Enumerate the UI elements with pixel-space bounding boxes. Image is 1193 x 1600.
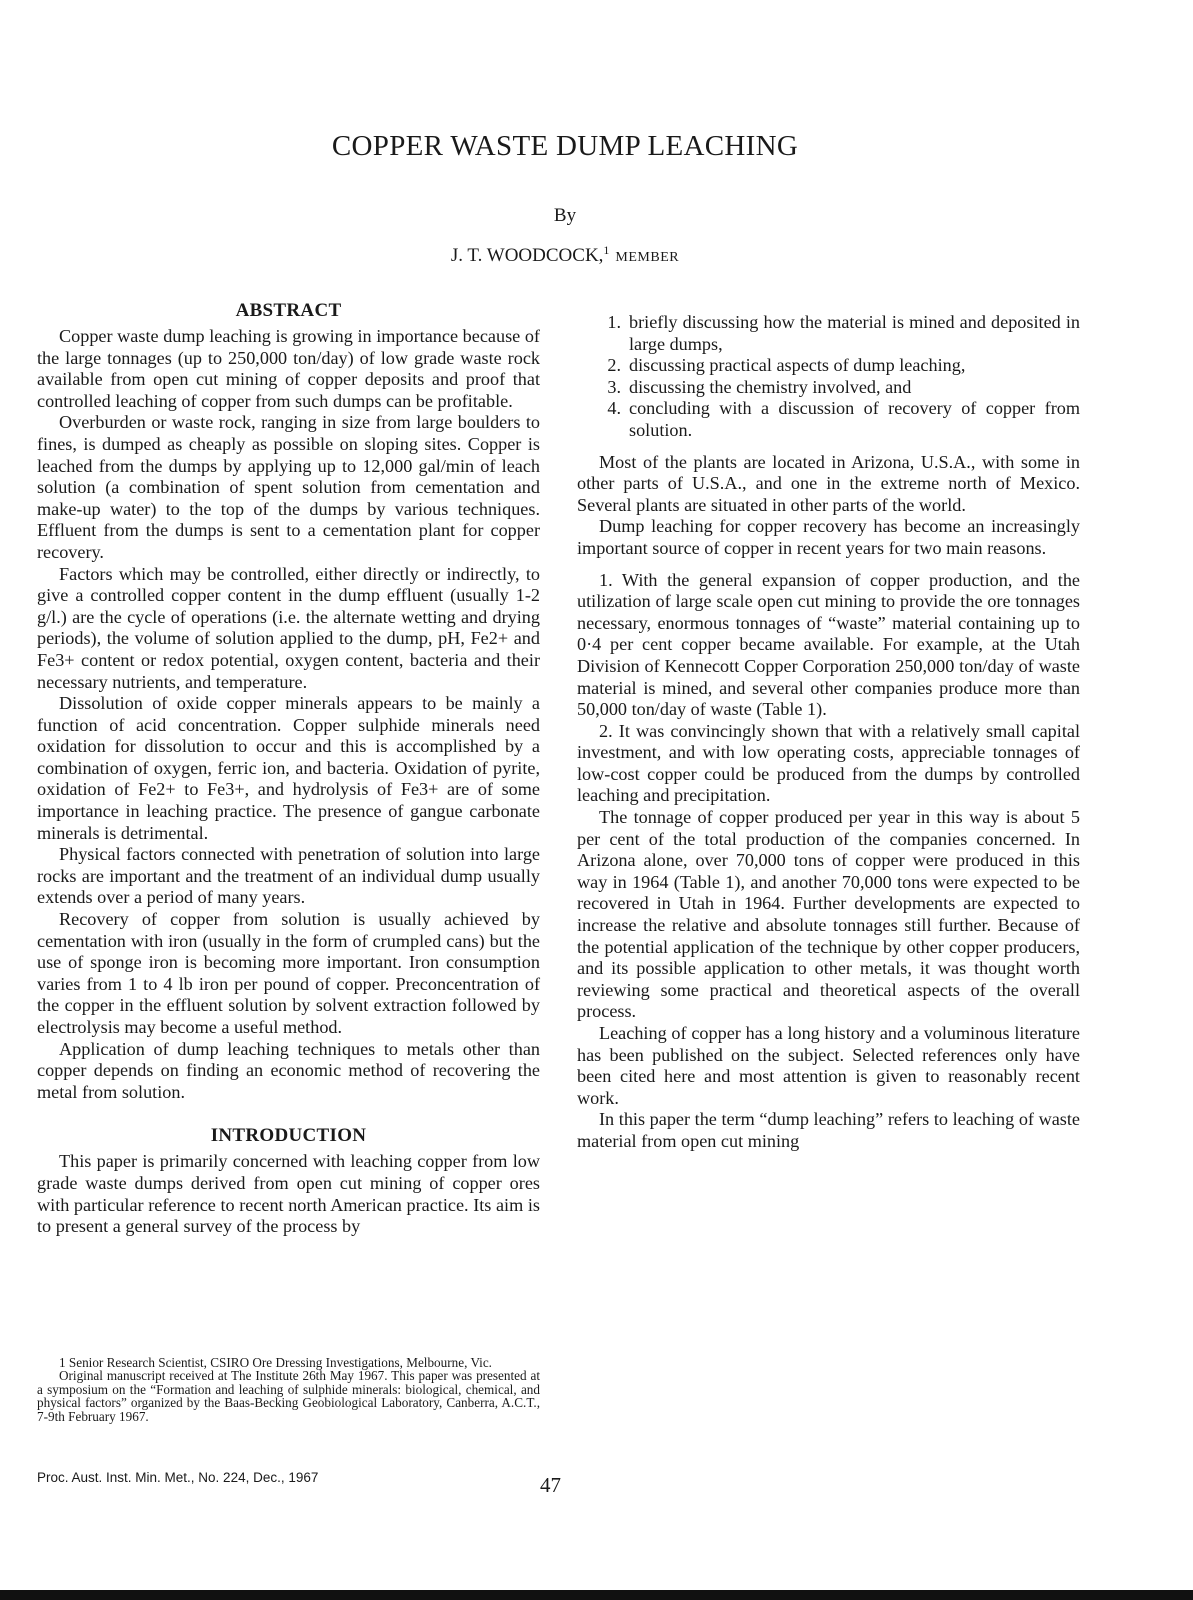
author-name: J. T. WOODCOCK, bbox=[450, 245, 604, 266]
list-item-text: discussing the chemistry involved, and bbox=[629, 376, 912, 397]
byline-by: By bbox=[553, 205, 577, 226]
abstract-heading: ABSTRACT bbox=[235, 300, 342, 321]
abstract-paragraph: Dissolution of oxide copper minerals appears to be mainly a function of acid concentration. Copper sulphide minerals need oxidation for dissolution to occur and this is accomplished by a combination of oxygen, ferric ion, and bacteria. Oxidation of pyrite, oxidation of Fe2+ to Fe3+, and hydrolysis of Fe3+ are of some importance in leaching practice. The presence of gangue carbonate minerals is detrimental. bbox=[37, 693, 540, 843]
introduction-paragraph: 1. With the general expansion of copper production, and the utilization of large scale open cut mining to provide the ore tonnages necessary, enormous tonnages of “waste” material containing up to 0·4 per cent copper became available. For example, at the Utah Division of Kennecott Copper Corporation 250,000 ton/day of waste material is mined, and several other companies produce more than 50,000 ton/day of waste (Table 1). bbox=[577, 569, 1080, 720]
list-item-number: 4. bbox=[607, 398, 621, 419]
introduction-paragraph: 2. It was convincingly shown that with a relatively small capital investment, and with low operating costs, appreciable tonnages of low-cost copper could be produced from the dumps by controlled leaching and precipitation. bbox=[577, 720, 1080, 806]
paper-title: COPPER WASTE DUMP LEACHING bbox=[331, 130, 799, 162]
list-item-text: concluding with a discussion of recovery of copper from solution. bbox=[629, 398, 1080, 440]
list-item-number: 3. bbox=[607, 376, 621, 397]
abstract-paragraph: Application of dump leaching techniques to metals other than copper depends on finding an economic method of recovering the metal from solution. bbox=[37, 1038, 540, 1102]
introduction-paragraph: Dump leaching for copper recovery has become an increasingly important source of copper in recent years for two main reasons. bbox=[577, 516, 1080, 558]
aims-list bbox=[577, 312, 1080, 442]
right-column bbox=[577, 306, 1080, 1153]
list-item bbox=[577, 377, 1080, 399]
list-item bbox=[577, 398, 1080, 441]
author-line bbox=[0, 243, 1130, 267]
left-column bbox=[37, 300, 540, 1238]
author-footnote-mark: 1 bbox=[603, 243, 610, 257]
introduction-lead-paragraph: This paper is primarily concerned with leaching copper from low grade waste dumps derived from open cut mining of copper ores with particular reference to recent north American practice. Its aim is to present a general survey of the process by bbox=[37, 1151, 540, 1237]
list-item-text: discussing practical aspects of dump leaching, bbox=[629, 355, 966, 376]
abstract-paragraph: Factors which may be controlled, either directly or indirectly, to give a controlled copper content in the dump effluent (usually 1-2 g/l.) are the cycle of operations (i.e. the alternate wetting and drying periods), the volume of solution applied to the dump, pH, Fe2+ and Fe3+ content or redox potential, oxygen content, bacteria and their necessary nutrients, and temperature. bbox=[37, 563, 540, 692]
footnote: 1 Senior Research Scientist, CSIRO Ore Dressing Investigations, Melbourne, Vic. bbox=[59, 1355, 492, 1370]
author-role: MEMBER bbox=[615, 250, 680, 265]
introduction-heading: INTRODUCTION bbox=[210, 1125, 367, 1147]
list-item-number: 1. bbox=[607, 312, 621, 332]
introduction-paragraph: Leaching of copper has a long history and a voluminous literature has been published on the subject. Selected references only have been cited here and most attention is given to reasonably recent work. bbox=[577, 1023, 1080, 1108]
list-item-number: 2. bbox=[607, 355, 621, 376]
journal-citation: Proc. Aust. Inst. Min. Met., No. 224, Dec., 1967 bbox=[37, 1470, 319, 1485]
page-number: 47 bbox=[540, 1473, 561, 1497]
abstract-paragraph: Copper waste dump leaching is growing in importance because of the large tonnages (up to 250,000 ton/day) of low grade waste rock available from open cut mining of copper deposits and proof that controlled leaching of copper from such dumps can be profitable. bbox=[37, 326, 540, 411]
list-item-text: briefly discussing how the material is mined and deposited in large dumps, bbox=[629, 312, 1080, 354]
scan-border bbox=[0, 1590, 1193, 1600]
introduction-paragraph: In this paper the term “dump leaching” refers to leaching of waste material from open cut mining bbox=[577, 1109, 1080, 1151]
introduction-paragraph: The tonnage of copper produced per year in this way is about 5 per cent of the total production of the companies concerned. In Arizona alone, over 70,000 tons of copper were produced in this way in 1964 (Table 1), and another 70,000 tons were expected to be recovered in Utah in 1964. Further developments are expected to increase the relative and absolute tonnages still further. Because of the potential application of the technique by other copper producers, and its possible application to other metals, it was thought worth reviewing some practical and theoretical aspects of the overall process. bbox=[577, 807, 1080, 1022]
list-item bbox=[577, 312, 1080, 355]
footnote: Original manuscript received at The Institute 26th May 1967. This paper was presented at a symposium on the “Formation and leaching of sulphide minerals: biological, chemical, and physical factors” organized by the Baas-Becking Geobiological Laboratory, Canberra, A.C.T., 7-9th February 1967. bbox=[37, 1368, 540, 1424]
introduction-paragraph: Most of the plants are located in Arizona, U.S.A., with some in other parts of U.S.A., and one in the extreme north of Mexico. Several plants are situated in other parts of the world. bbox=[577, 451, 1080, 515]
abstract-paragraph: Overburden or waste rock, ranging in size from large boulders to fines, is dumped as cheaply as possible on sloping sites. Copper is leached from the dumps by applying up to 12,000 gal/min of leach solution (a combination of spent solution from cementation and make-up water) to the top of the dumps by various techniques. Effluent from the dumps is sent to a cementation plant for copper recovery. bbox=[37, 412, 540, 562]
abstract-paragraph: Recovery of copper from solution is usually achieved by cementation with iron (usually in the form of crumpled cans) but the use of sponge iron is becoming more important. Iron consumption varies from 1 to 4 lb iron per pound of copper. Preconcentration of the copper in the effluent solution by solvent extraction followed by electrolysis may become a useful method. bbox=[37, 909, 540, 1037]
list-item bbox=[577, 355, 1080, 377]
footnotes bbox=[37, 1356, 540, 1423]
abstract-paragraph: Physical factors connected with penetration of solution into large rocks are important and the treatment of an individual dump usually extends over a period of many years. bbox=[37, 844, 540, 908]
